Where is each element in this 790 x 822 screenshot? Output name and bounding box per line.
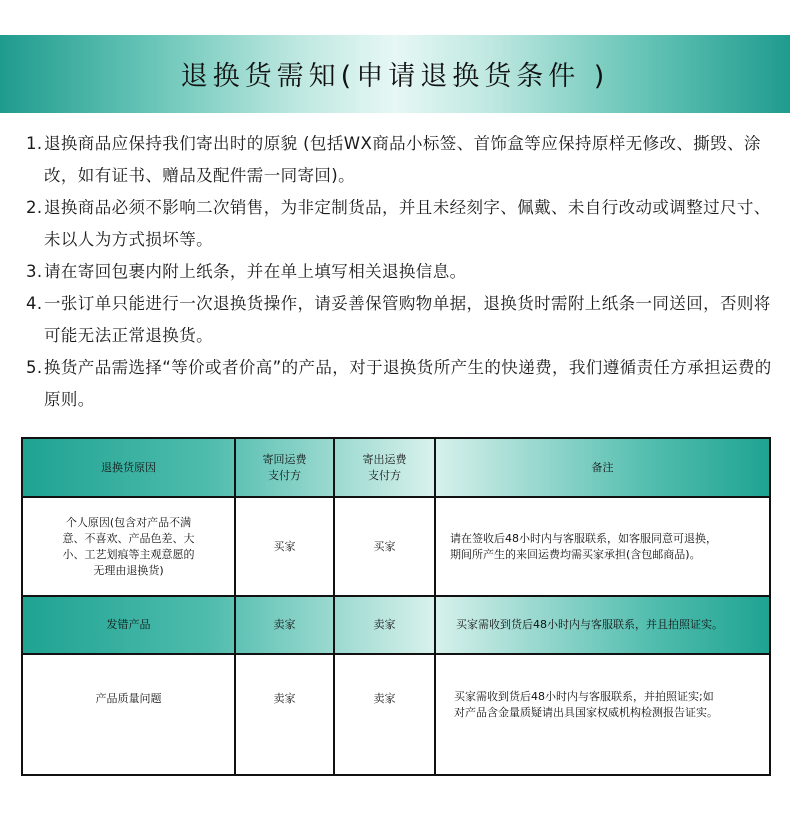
rules-list: [26, 128, 778, 416]
rule-text: 一张订单只能进行一次退换货操作，请妥善保管购物单据，退换货时需附上纸条一同送回，否则将可能无法正常退换货。: [44, 294, 771, 345]
cell-reason: 发错产品: [106, 618, 151, 631]
cell-note: 买家需收到货后48小时内与客服联系，并且拍照证实。: [456, 618, 723, 631]
table-header-row: [23, 439, 769, 496]
table-row: [23, 498, 769, 595]
cell-send-payer: 卖家: [373, 692, 396, 705]
table-column-divider: [234, 439, 236, 774]
rule-text: 请在寄回包裹内附上纸条，并在单上填写相关退换信息。: [44, 262, 467, 281]
return-policy-table: [21, 437, 771, 776]
rule-number: 2.: [26, 198, 43, 217]
title-banner: [0, 35, 790, 113]
rule-number: 4.: [26, 294, 43, 313]
rule-number: 5.: [26, 358, 43, 377]
cell-note: 请在签收后48小时内与客服联系，如客服同意可退换， 期间所产生的来回运费均需买家承担(含包邮商品)。: [450, 531, 717, 561]
header-reason: 退换货原因: [101, 460, 156, 474]
rule-text: 换货产品需选择“等价或者价高”的产品，对于退换货所产生的快递费，我们遵循责任方承担运费的原则。: [44, 358, 772, 409]
header-return-payer: 寄回运费 支付方: [262, 452, 307, 482]
cell-return-payer: 卖家: [273, 692, 296, 705]
table-column-divider: [434, 439, 436, 774]
table-row: [23, 597, 769, 653]
rule-item: [26, 288, 778, 352]
table-column-divider: [333, 439, 335, 774]
rule-item: [26, 128, 778, 192]
rule-number: 1.: [26, 134, 43, 153]
rule-item: [26, 192, 778, 256]
rule-text: 退换商品必须不影响二次销售，为非定制货品，并且未经刻字、佩戴、未自行改动或调整过尺寸、未以人为方式损坏等。: [44, 198, 771, 249]
header-send-payer: 寄出运费 支付方: [362, 452, 407, 482]
cell-note: 买家需收到货后48小时内与客服联系，并拍照证实;如 对产品含金量质疑请出具国家权威机构检测报告证实。: [454, 690, 718, 719]
table-row: [23, 655, 769, 774]
cell-reason: 产品质量问题: [95, 692, 162, 705]
cell-send-payer: 卖家: [373, 618, 396, 631]
rule-text: 退换商品应保持我们寄出时的原貌 (包括WX商品小标签、首饰盒等应保持原样无修改、撕毁、涂改，如有证书、赠品及配件需一同寄回)。: [44, 134, 761, 185]
rule-item: [26, 256, 778, 288]
header-note: 备注: [591, 460, 614, 474]
rule-item: [26, 352, 778, 416]
page-title: 退换货需知(申请退换货条件 ): [180, 61, 610, 92]
cell-send-payer: 买家: [373, 539, 396, 553]
cell-reason: 个人原因(包含对产品不满 意、不喜欢、产品色差、大 小、工艺划痕等主观意愿的 无理由退换货): [62, 515, 195, 577]
cell-return-payer: 卖家: [273, 618, 296, 631]
rule-number: 3.: [26, 262, 43, 281]
cell-return-payer: 买家: [273, 539, 296, 553]
